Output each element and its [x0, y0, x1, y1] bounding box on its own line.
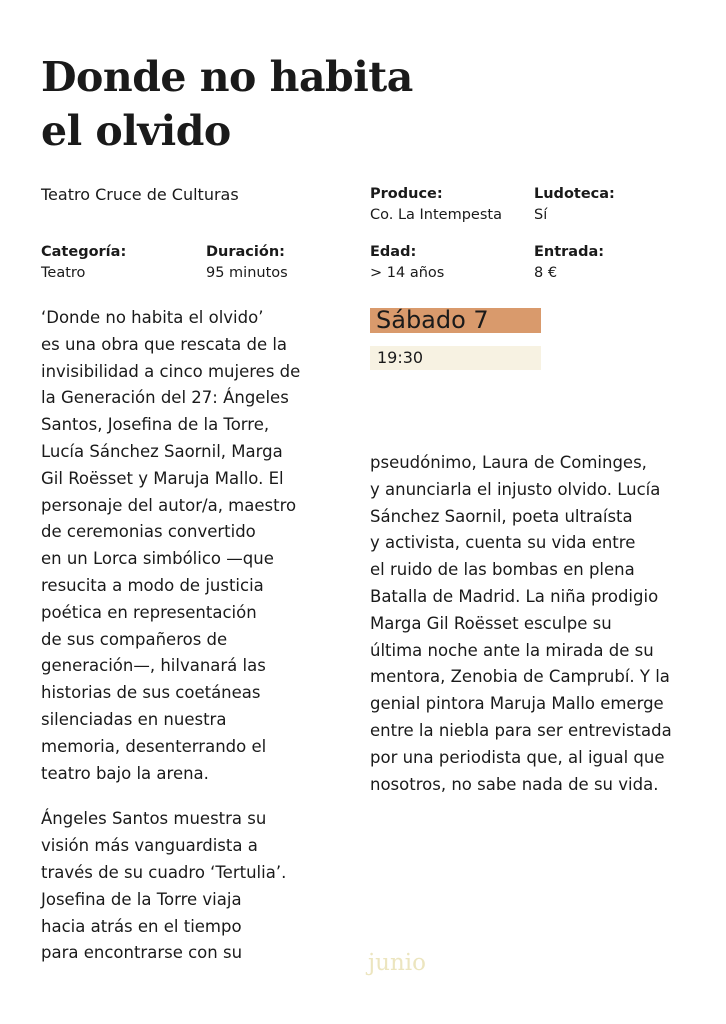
- text-line: para encontrarse con su: [41, 943, 243, 963]
- text-line: entre la niebla para ser entrevistada: [370, 720, 672, 740]
- text-line: visión más vanguardista a: [41, 836, 258, 856]
- month-label: junio: [368, 950, 426, 976]
- description-paragraph: [41, 806, 331, 967]
- text-line: Gil Roësset y Maruja Mallo. El: [41, 468, 284, 488]
- text-line: Santos, Josefina de la Torre,: [41, 415, 270, 435]
- text-line: pseudónimo, Laura de Cominges,: [370, 453, 647, 472]
- time-badge: 19:30: [370, 346, 541, 370]
- text-line: silenciadas en nuestra: [41, 709, 227, 729]
- description-paragraph-continued: [370, 450, 700, 798]
- text-line: Lucía Sánchez Saornil, Marga: [41, 441, 283, 461]
- edad-label: Edad:: [370, 244, 417, 260]
- text-line: Josefina de la Torre viaja: [41, 889, 242, 909]
- produce-label: Produce:: [370, 186, 443, 202]
- text-line: Sánchez Saornil, poeta ultraísta: [370, 506, 633, 526]
- text-line: el ruido de las bombas en plena: [370, 560, 635, 580]
- categoria-value: Teatro: [41, 265, 86, 281]
- ludoteca-field: [534, 184, 615, 226]
- text-line: Batalla de Madrid. La niña prodigio: [370, 586, 659, 606]
- duracion-label: Duración:: [206, 244, 285, 260]
- edad-field: [370, 242, 444, 284]
- text-line: genial pintora Maruja Mallo emerge: [370, 694, 664, 714]
- categoria-label: Categoría:: [41, 244, 127, 260]
- body-column-left: [41, 305, 331, 986]
- edad-value: > 14 años: [370, 265, 445, 281]
- text-line: última noche ante la mirada de su: [370, 640, 654, 660]
- text-line: ‘Donde no habita el olvido’: [41, 308, 264, 327]
- text-line: y activista, cuenta su vida entre: [370, 533, 636, 553]
- ludoteca-label: Ludoteca:: [534, 186, 615, 202]
- text-line: y anunciarla el injusto olvido. Lucía: [370, 479, 661, 499]
- text-line: poética en representación: [41, 602, 257, 622]
- text-line: es una obra que rescata de la: [41, 334, 288, 354]
- event-title: [41, 50, 481, 158]
- entrada-field: [534, 242, 604, 284]
- venue-name: Teatro Cruce de Culturas: [41, 185, 239, 204]
- text-line: Ángeles Santos muestra su: [41, 809, 267, 829]
- text-line: hacia atrás en el tiempo: [41, 916, 242, 936]
- text-line: de ceremonias convertido: [41, 522, 256, 542]
- text-line: través de su cuadro ‘Tertulia’.: [41, 862, 287, 882]
- event-title-line: Donde no habita: [41, 53, 413, 101]
- produce-field: [370, 184, 502, 226]
- text-line: Marga Gil Roësset esculpe su: [370, 613, 612, 633]
- event-title-line: el olvido: [41, 107, 231, 155]
- produce-value: Co. La Intempesta: [370, 207, 502, 223]
- entrada-value: 8 €: [534, 265, 558, 281]
- duracion-value: 95 minutos: [206, 265, 288, 281]
- text-line: en un Lorca simbólico —que: [41, 549, 274, 569]
- text-line: por una periodista que, al igual que: [370, 747, 665, 767]
- entrada-label: Entrada:: [534, 244, 605, 260]
- text-line: teatro bajo la arena.: [41, 763, 209, 783]
- body-column-right: [370, 450, 700, 798]
- categoria-field: [41, 242, 126, 284]
- description-paragraph: [41, 305, 331, 787]
- text-line: nosotros, no sabe nada de su vida.: [370, 774, 659, 794]
- ludoteca-value: Sí: [534, 207, 548, 223]
- text-line: resucita a modo de justicia: [41, 575, 264, 595]
- duracion-field: [206, 242, 288, 284]
- text-line: mentora, Zenobia de Camprubí. Y la: [370, 667, 670, 687]
- text-line: de sus compañeros de: [41, 629, 228, 649]
- text-line: generación—, hilvanará las: [41, 656, 266, 676]
- text-line: invisibilidad a cinco mujeres de: [41, 361, 301, 381]
- date-badge: Sábado 7: [370, 308, 541, 333]
- text-line: personaje del autor/a, maestro: [41, 495, 297, 515]
- text-line: memoria, desenterrando el: [41, 736, 267, 756]
- text-line: historias de sus coetáneas: [41, 683, 261, 703]
- text-line: la Generación del 27: Ángeles: [41, 388, 289, 408]
